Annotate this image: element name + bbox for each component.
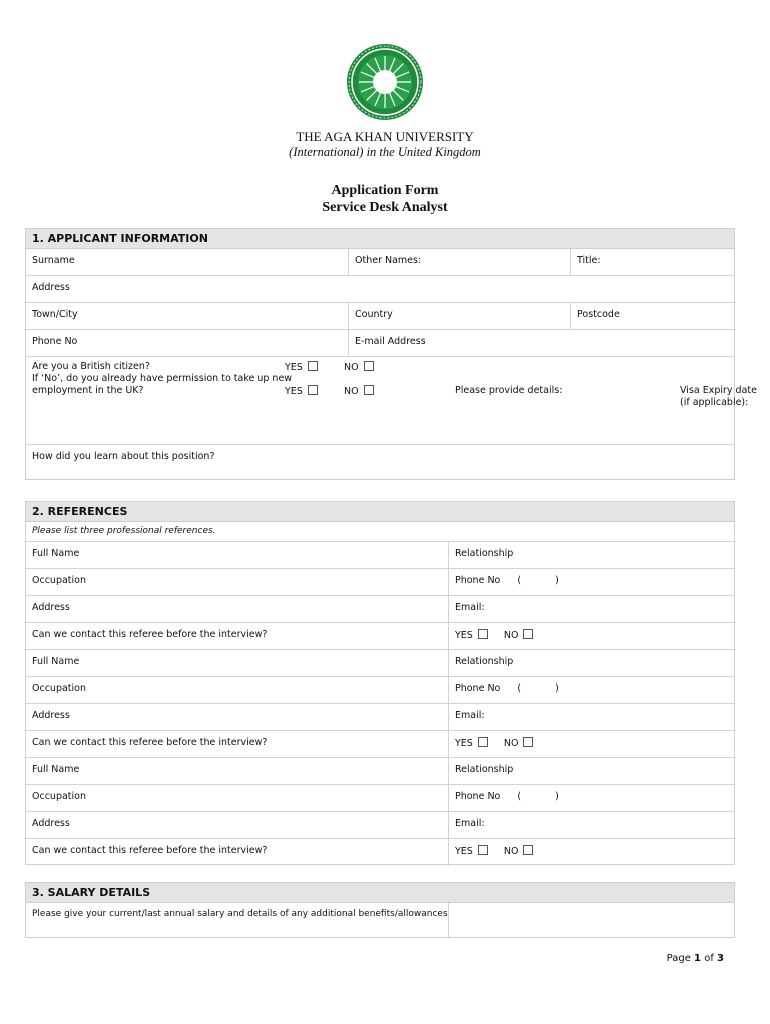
full-name-label: Full Name (32, 764, 80, 775)
ref2-full-name-field[interactable] (26, 650, 449, 676)
british-no-option[interactable] (344, 361, 374, 373)
email-label: E-mail Address (355, 336, 426, 347)
checkbox-icon[interactable] (478, 737, 488, 747)
phone-label: Phone No (455, 683, 501, 694)
occupation-label: Occupation (32, 575, 86, 586)
checkbox-icon[interactable] (478, 845, 488, 855)
salary-details-section (25, 882, 735, 938)
ref3-phone-field[interactable] (449, 785, 734, 811)
address-label: Address (32, 818, 70, 829)
other-names-label: Other Names: (355, 255, 422, 266)
visa-expiry-label-line1: Visa Expiry date (680, 385, 757, 396)
section-heading: 2. REFERENCES (26, 502, 734, 522)
form-title: Application Form (331, 183, 439, 198)
email-label: Email: (455, 818, 485, 829)
learn-about-position-field[interactable] (26, 445, 734, 481)
address-label: Address (32, 282, 70, 293)
contact-question-label: Can we contact this referee before the interview? (32, 629, 268, 640)
ref2-phone-field[interactable] (449, 677, 734, 703)
checkbox-icon[interactable] (523, 629, 533, 639)
surname-label: Surname (32, 255, 75, 266)
paren-open: ( (517, 791, 522, 802)
ref2-occupation-field[interactable] (26, 677, 449, 703)
address-label: Address (32, 710, 70, 721)
relationship-label: Relationship (455, 656, 514, 667)
yes-label: YES (455, 846, 473, 857)
paren-close: ) (555, 683, 559, 694)
phone-label: Phone No (32, 336, 78, 347)
checkbox-icon[interactable] (308, 385, 318, 395)
occupation-label: Occupation (32, 683, 86, 694)
full-name-label: Full Name (32, 656, 80, 667)
contact-question-label: Can we contact this referee before the interview? (32, 737, 268, 748)
other-names-field[interactable] (349, 249, 571, 275)
ref3-occupation-field[interactable] (26, 785, 449, 811)
address-field[interactable] (26, 276, 734, 302)
checkbox-icon[interactable] (478, 629, 488, 639)
town-city-field[interactable] (26, 303, 349, 329)
university-seal-logo (346, 43, 424, 121)
paren-open: ( (517, 683, 522, 694)
page-word: Page (666, 953, 691, 964)
email-label: Email: (455, 710, 485, 721)
checkbox-icon[interactable] (523, 737, 533, 747)
ref1-contact-options (449, 623, 734, 649)
british-yes-option[interactable] (285, 361, 318, 373)
title-field[interactable] (571, 249, 734, 275)
position-title: Service Desk Analyst (322, 200, 448, 215)
section-heading: 3. SALARY DETAILS (26, 883, 734, 903)
visa-expiry-label-line2: (if applicable): (680, 397, 749, 408)
section-heading: 1. APPLICANT INFORMATION (26, 229, 734, 249)
yes-label: YES (285, 386, 303, 397)
of-word: of (704, 953, 714, 964)
no-label: NO (344, 362, 359, 373)
checkbox-icon[interactable] (523, 845, 533, 855)
permission-yes-option[interactable] (285, 385, 318, 397)
no-label: NO (503, 738, 519, 749)
yes-label: YES (285, 362, 303, 373)
ref3-email-field[interactable] (449, 812, 734, 838)
no-label: NO (344, 386, 359, 397)
ref2-email-field[interactable] (449, 704, 734, 730)
ref1-email-field[interactable] (449, 596, 734, 622)
relationship-label: Relationship (455, 548, 514, 559)
full-name-label: Full Name (32, 548, 80, 559)
country-field[interactable] (349, 303, 571, 329)
salary-prompt-label: Please give your current/last annual salary and details of any additional benefits/allowances (32, 909, 448, 919)
page-indicator (667, 953, 724, 964)
email-field[interactable] (349, 330, 734, 356)
postcode-label: Postcode (577, 309, 620, 320)
ref2-relationship-field[interactable] (449, 650, 734, 676)
phone-label: Phone No (455, 575, 501, 586)
citizenship-block (26, 357, 757, 445)
page-number: 1 (694, 953, 702, 964)
ref1-phone-field[interactable] (449, 569, 734, 595)
salary-prompt (26, 903, 449, 937)
ref1-address-field[interactable] (26, 596, 449, 622)
permission-question-line1: If ‘No’, do you already have permission to take up new (32, 373, 293, 384)
ref1-relationship-field[interactable] (449, 542, 734, 568)
applicant-information-section (25, 228, 757, 480)
yes-label: YES (455, 630, 473, 641)
no-label: NO (503, 846, 519, 857)
university-name: THE AGA KHAN UNIVERSITY (296, 129, 474, 144)
checkbox-icon[interactable] (364, 385, 374, 395)
paren-close: ) (555, 791, 559, 802)
provide-details-label: Please provide details: (455, 385, 563, 396)
references-note: Please list three professional references. (26, 522, 734, 542)
contact-question-label: Can we contact this referee before the interview? (32, 845, 268, 856)
ref2-contact-question (26, 731, 449, 757)
permission-no-option[interactable] (344, 385, 374, 397)
ref3-contact-options (449, 839, 734, 866)
ref1-full-name-field[interactable] (26, 542, 449, 568)
surname-field[interactable] (26, 249, 349, 275)
ref3-contact-question (26, 839, 449, 866)
salary-input-field[interactable] (449, 903, 734, 937)
phone-label: Phone No (455, 791, 501, 802)
no-label: NO (503, 630, 519, 641)
checkbox-icon[interactable] (364, 361, 374, 371)
postcode-field[interactable] (571, 303, 734, 329)
checkbox-icon[interactable] (308, 361, 318, 371)
ref3-relationship-field[interactable] (449, 758, 734, 784)
paren-close: ) (555, 575, 559, 586)
ref3-address-field[interactable] (26, 812, 449, 838)
permission-question-line2: employment in the UK? (32, 385, 144, 396)
phone-field[interactable] (26, 330, 349, 356)
ref1-occupation-field[interactable] (26, 569, 449, 595)
relationship-label: Relationship (455, 764, 514, 775)
british-citizen-question: Are you a British citizen? (32, 361, 150, 372)
ref2-contact-options (449, 731, 734, 757)
town-city-label: Town/City (32, 309, 78, 320)
yes-label: YES (455, 738, 473, 749)
references-section (25, 501, 735, 865)
learn-about-position-label: How did you learn about this position? (32, 451, 215, 462)
title-label: Title: (577, 255, 601, 266)
page-total: 3 (717, 953, 724, 964)
ref3-full-name-field[interactable] (26, 758, 449, 784)
paren-open: ( (517, 575, 522, 586)
address-label: Address (32, 602, 70, 613)
country-label: Country (355, 309, 393, 320)
ref1-contact-question (26, 623, 449, 649)
university-subtitle: (International) in the United Kingdom (289, 145, 481, 159)
email-label: Email: (455, 602, 485, 613)
occupation-label: Occupation (32, 791, 86, 802)
ref2-address-field[interactable] (26, 704, 449, 730)
